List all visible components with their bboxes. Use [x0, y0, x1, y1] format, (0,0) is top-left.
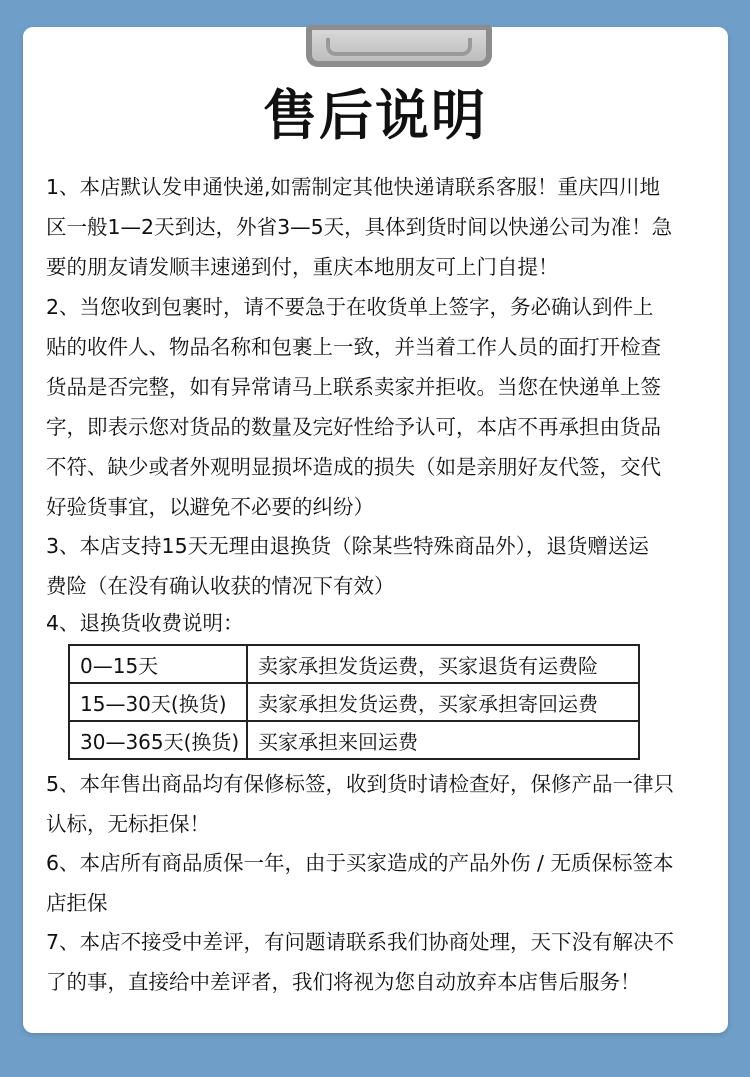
item-3	[46, 526, 706, 606]
item-4-line: 4、退换货收费说明：	[46, 611, 244, 635]
item-2-line: 货品是否完整，如有异常请马上联系卖家并拒收。当您在快递单上签	[46, 375, 661, 399]
fee-period-cell: 30—365天(换货)	[69, 721, 247, 759]
item-1-line: 要的朋友请发顺丰速递到付，重庆本地朋友可上门自提！	[46, 255, 559, 279]
item-2	[46, 287, 706, 527]
item-3-line: 3、本店支持15天无理由退换货（除某些特殊商品外），退货赠送运	[46, 534, 649, 558]
fee-period-cell: 15—30天(换货)	[69, 683, 247, 721]
item-4	[46, 603, 706, 643]
item-6-line: 店拒保	[46, 891, 108, 915]
fee-policy-cell: 卖家承担发货运费，买家退货有运费险	[247, 645, 639, 683]
clipboard-clip-icon	[306, 25, 492, 67]
item-2-line: 好验货事宜，以避免不必要的纠纷）	[46, 495, 374, 519]
item-5	[46, 764, 706, 844]
item-1-line: 区一般1—2天到达，外省3—5天，具体到货时间以快递公司为准！急	[46, 215, 673, 239]
item-5-line: 5、本年售出商品均有保修标签，收到货时请检查好，保修产品一律只	[46, 772, 675, 796]
item-3-line: 费险（在没有确认收获的情况下有效）	[46, 574, 395, 598]
page-title: 售后说明	[263, 84, 487, 147]
fee-policy-cell: 买家承担来回运费	[247, 721, 639, 759]
fee-table	[68, 644, 640, 760]
item-2-line: 贴的收件人、物品名称和包裹上一致，并当着工作人员的面打开检查	[46, 335, 661, 359]
item-2-line: 不符、缺少或者外观明显损坏造成的损失（如是亲朋好友代签，交代	[46, 455, 661, 479]
item-6	[46, 843, 706, 923]
item-1	[46, 167, 706, 287]
item-7-line: 了的事，直接给中差评者，我们将视为您自动放弃本店售后服务！	[46, 970, 641, 994]
item-2-line: 2、当您收到包裹时，请不要急于在收货单上签字，务必确认到件上	[46, 295, 654, 319]
fee-policy-cell: 卖家承担发货运费，买家承担寄回运费	[247, 683, 639, 721]
table-row	[69, 645, 639, 683]
table-row	[69, 683, 639, 721]
item-6-line: 6、本店所有商品质保一年，由于买家造成的产品外伤 / 无质保标签本	[46, 851, 674, 875]
item-7-line: 7、本店不接受中差评，有问题请联系我们协商处理，天下没有解决不	[46, 930, 675, 954]
item-5-line: 认标，无标拒保！	[46, 812, 210, 836]
item-2-line: 字，即表示您对货品的数量及完好性给予认可，本店不再承担由货品	[46, 415, 661, 439]
item-1-line: 1、本店默认发申通快递,如需制定其他快递请联系客服！重庆四川地	[46, 175, 661, 199]
fee-period-cell: 0—15天	[69, 645, 247, 683]
item-7	[46, 922, 706, 1002]
table-row	[69, 721, 639, 759]
